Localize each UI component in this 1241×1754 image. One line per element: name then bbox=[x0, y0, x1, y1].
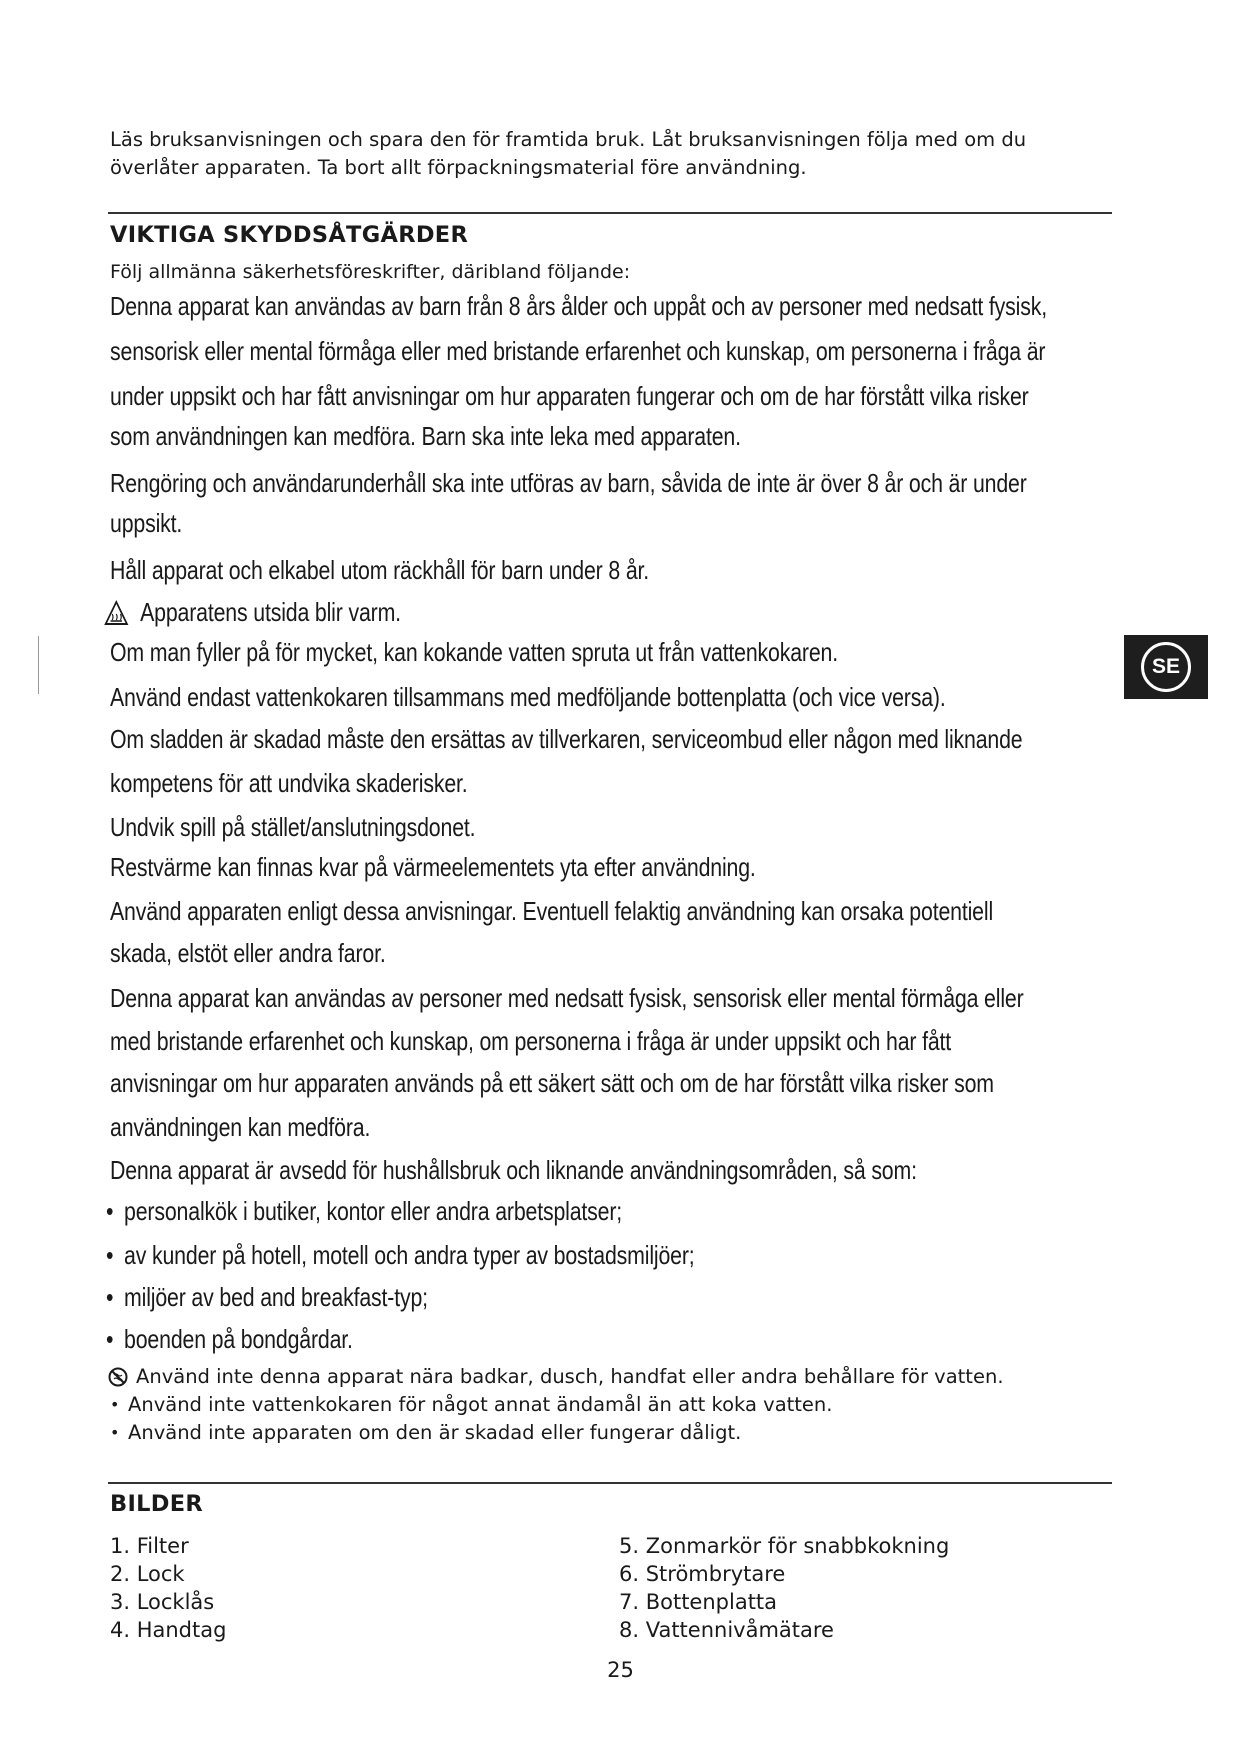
safety-line: skada, elstöt eller andra faror. bbox=[110, 938, 386, 968]
safety-line: Undvik spill på stället/anslutningsdonet. bbox=[110, 812, 476, 842]
safety-line: Denna apparat kan användas av barn från 8 års ålder och uppåt och av personer med nedsatt fysisk, bbox=[110, 291, 1047, 321]
safety-line: Denna apparat är avsedd för hushållsbruk och liknande användningsområden, så som: bbox=[110, 1155, 917, 1185]
hot-surface-warning-icon bbox=[104, 600, 129, 626]
safety-line: sensorisk eller mental förmåga eller med bristande erfarenhet och kunskap, om personerna i fråga är bbox=[110, 336, 1046, 366]
safety-line: uppsikt. bbox=[110, 508, 183, 538]
safety-line: Om man fyller på för mycket, kan kokande vatten spruta ut från vattenkokaren. bbox=[110, 637, 839, 667]
safety-line: Använd endast vattenkokaren tillsammans med medföljande bottenplatta (och vice versa). bbox=[110, 682, 946, 712]
safety-subheading: Följ allmänna säkerhetsföreskrifter, däribland följande: bbox=[110, 261, 631, 283]
safety-line: under uppsikt och har fått anvisningar om hur apparaten fungerar och om de har förstått vilka risker bbox=[110, 381, 1029, 411]
usage-bullet: • boenden på bondgårdar. bbox=[106, 1324, 353, 1354]
figures-list-left bbox=[110, 1532, 226, 1644]
usage-bullet: • av kunder på hotell, motell och andra typer av bostadsmiljöer; bbox=[106, 1240, 695, 1270]
section-divider bbox=[108, 212, 1112, 214]
safety-line: Restvärme kan finnas kvar på värmeelementets yta efter användning. bbox=[110, 852, 756, 882]
usage-bullet: • personalkök i butiker, kontor eller andra arbetsplatser; bbox=[106, 1196, 623, 1226]
figure-item: 6. Strömbrytare bbox=[619, 1562, 786, 1586]
intro-text: Läs bruksanvisningen och spara den för framtida bruk. Låt bruksanvisningen följa med om du överlåter apparaten. Ta bort allt förpackningsmaterial före användning. bbox=[110, 128, 1027, 179]
language-tab bbox=[1124, 635, 1208, 699]
safety-line: med bristande erfarenhet och kunskap, om personerna i fråga är under uppsikt och har fått bbox=[110, 1026, 952, 1056]
safety-line: Håll apparat och elkabel utom räckhåll för barn under 8 år. bbox=[110, 555, 650, 585]
figures-list-right bbox=[619, 1532, 949, 1644]
safety-line: Om sladden är skadad måste den ersättas av tillverkaren, serviceombud eller någon med liknande bbox=[110, 724, 1023, 754]
hot-surface-warning bbox=[104, 597, 932, 628]
language-badge: SE bbox=[1141, 642, 1191, 692]
usage-bullet: • miljöer av bed and breakfast-typ; bbox=[106, 1282, 428, 1312]
safety-line: Apparatens utsida blir varm. bbox=[140, 597, 401, 627]
no-water-warning: Använd inte denna apparat nära badkar, dusch, handfat eller andra behållare för vatten. bbox=[108, 1365, 1004, 1388]
small-bullet: • Använd inte vattenkokaren för något annat ändamål än att koka vatten. bbox=[110, 1393, 833, 1416]
figure-item: 8. Vattennivåmätare bbox=[619, 1618, 834, 1642]
safety-line: användningen kan medföra. bbox=[110, 1112, 371, 1142]
figure-item: 4. Handtag bbox=[110, 1618, 227, 1642]
margin-mark bbox=[38, 636, 39, 694]
figure-item: 1. Filter bbox=[110, 1534, 189, 1558]
figure-item: 2. Lock bbox=[110, 1562, 185, 1586]
page-number: 25 bbox=[607, 1658, 634, 1682]
figure-item: 3. Locklås bbox=[110, 1590, 215, 1614]
safety-line: Använd apparaten enligt dessa anvisningar. Eventuell felaktig användning kan orsaka potentiell bbox=[110, 896, 994, 926]
safety-line: Rengöring och användarunderhåll ska inte utföras av barn, såvida de inte är över 8 år och är under bbox=[110, 468, 1027, 498]
no-water-prohibition-icon bbox=[108, 1367, 128, 1387]
safety-heading: VIKTIGA SKYDDSÅTGÄRDER bbox=[110, 222, 469, 248]
safety-line: som användningen kan medföra. Barn ska inte leka med apparaten. bbox=[110, 421, 741, 451]
small-bullet: • Använd inte apparaten om den är skadad eller fungerar dåligt. bbox=[110, 1421, 742, 1444]
safety-line: Denna apparat kan användas av personer med nedsatt fysisk, sensorisk eller mental förmåga eller bbox=[110, 983, 1024, 1013]
safety-line: anvisningar om hur apparaten används på ett säkert sätt och om de har förstått vilka risker som bbox=[110, 1068, 994, 1098]
safety-line: kompetens för att undvika skaderisker. bbox=[110, 768, 468, 798]
section-divider bbox=[108, 1482, 1112, 1484]
figure-item: 7. Bottenplatta bbox=[619, 1590, 778, 1614]
figures-heading: BILDER bbox=[110, 1491, 204, 1517]
figure-item: 5. Zonmarkör för snabbkokning bbox=[619, 1534, 950, 1558]
